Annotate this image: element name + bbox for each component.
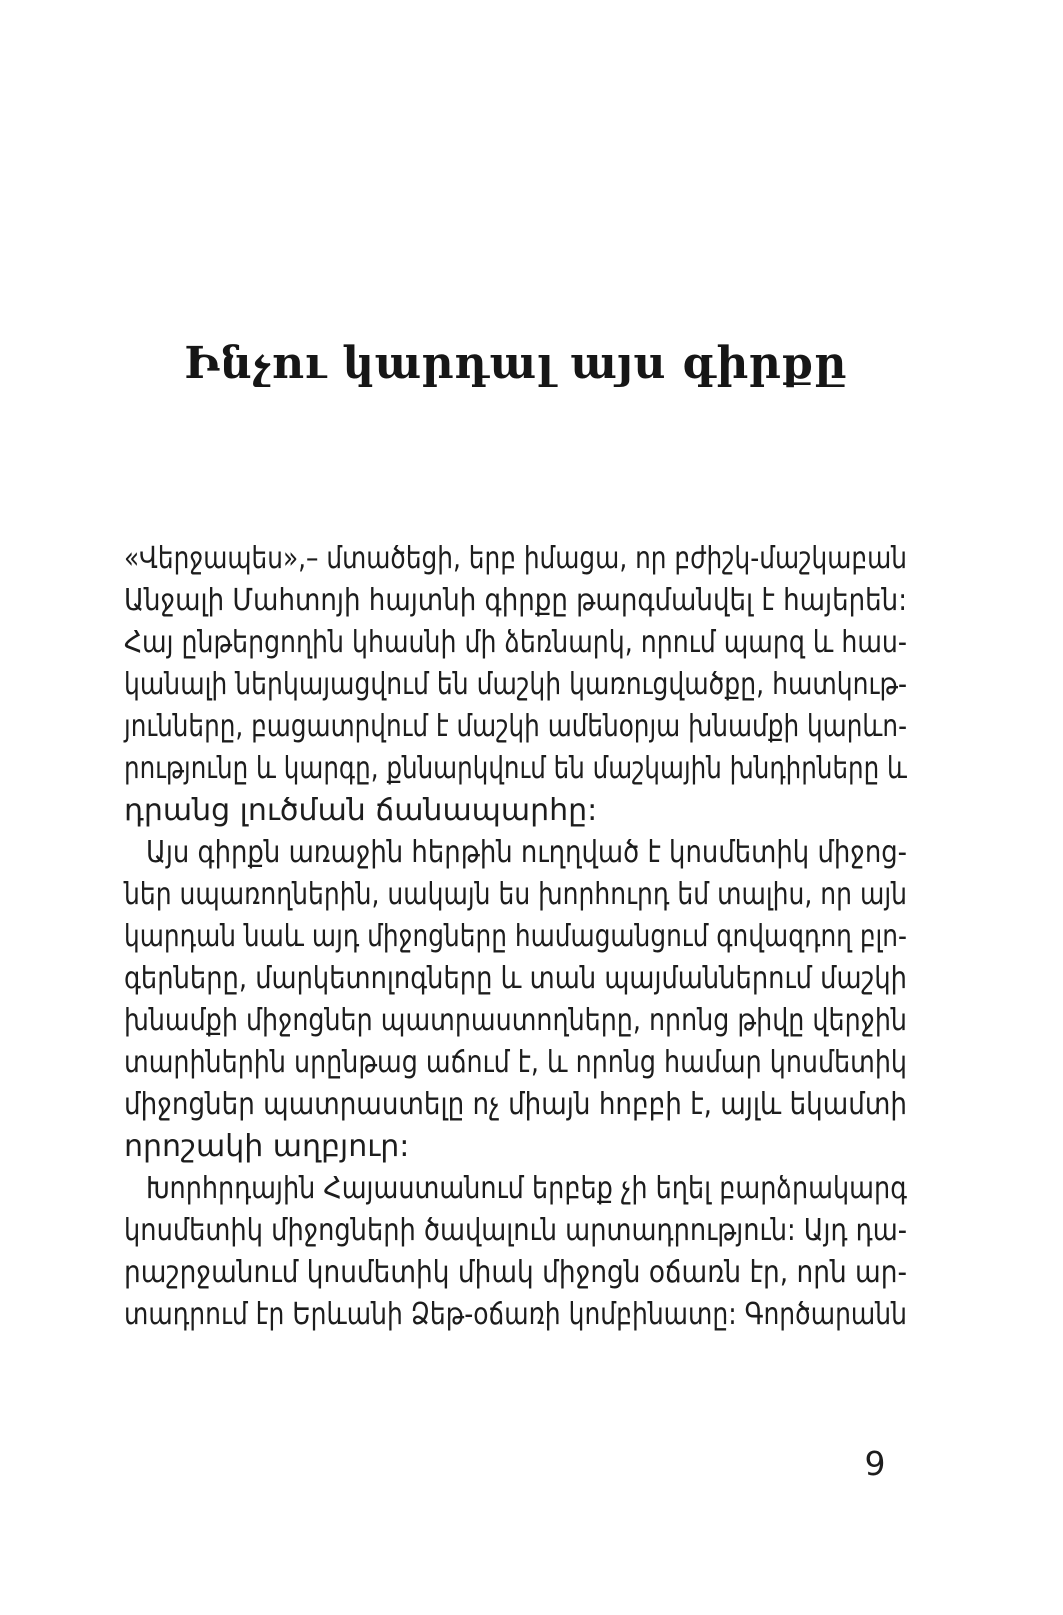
text-line: տադրում էր Երևանի Ձեթ-օճառի կոմբինատը: Գործարանն — [124, 1297, 907, 1332]
text-line: որոշակի աղբյուր: — [124, 1129, 410, 1164]
text-line: յունները, բացատրվում է մաշկի ամենօրյա խնամքի կարևո- — [124, 709, 907, 744]
page-number: 9 — [864, 1444, 886, 1483]
text-line: Անջալի Մահտոյի հայտնի գիրքը թարգմանվել է հայերեն: — [124, 583, 907, 618]
text-line: միջոցներ պատրաստելը ոչ միայն հոբբի է, այլև եկամտի — [124, 1087, 907, 1122]
text-line: կարդան նաև այդ միջոցները համացանցում գովազդող բլո- — [124, 919, 907, 954]
text-line: Այս գիրքն առաջին հերթին ուղղված է կոսմետիկ միջոց- — [146, 835, 907, 870]
text-line: գերները, մարկետոլոգները և տան պայմաններում մաշկի — [124, 961, 907, 996]
text-line: խնամքի միջոցներ պատրաստողները, որոնց թիվը վերջին — [124, 1003, 907, 1038]
text-line: տարիներին սրընթաց աճում է, և որոնց համար կոսմետիկ — [124, 1045, 907, 1080]
text-line: ներ սպառողներին, սակայն ես խորհուրդ եմ տալիս, որ այն — [124, 877, 907, 912]
text-line: Հայ ընթերցողին կհասնի մի ձեռնարկ, որում պարզ և հաս- — [124, 625, 907, 660]
text-line: «Վերջապես»,– մտածեցի, երբ իմացա, որ բժիշկ-մաշկաբան — [124, 541, 907, 576]
chapter-title: Ինչու կարդալ այս գիրքը — [184, 338, 847, 390]
text-line: կանալի ներկայացվում են մաշկի կառուցվածքը, հատկութ- — [124, 667, 907, 702]
text-line: րաշրջանում կոսմետիկ միակ միջոցն օճառն էր, որն ար- — [124, 1255, 907, 1290]
body-text — [124, 538, 907, 1336]
text-line: Խորհրդային Հայաստանում երբեք չի եղել բարձրակարգ — [146, 1171, 907, 1206]
text-line: կոսմետիկ միջոցների ծավալուն արտադրություն: Այդ դա- — [124, 1213, 907, 1248]
text-line: դրանց լուծման ճանապարհը: — [124, 793, 598, 828]
text-line: րությունը և կարգը, քննարկվում են մաշկային խնդիրները և — [124, 751, 907, 786]
